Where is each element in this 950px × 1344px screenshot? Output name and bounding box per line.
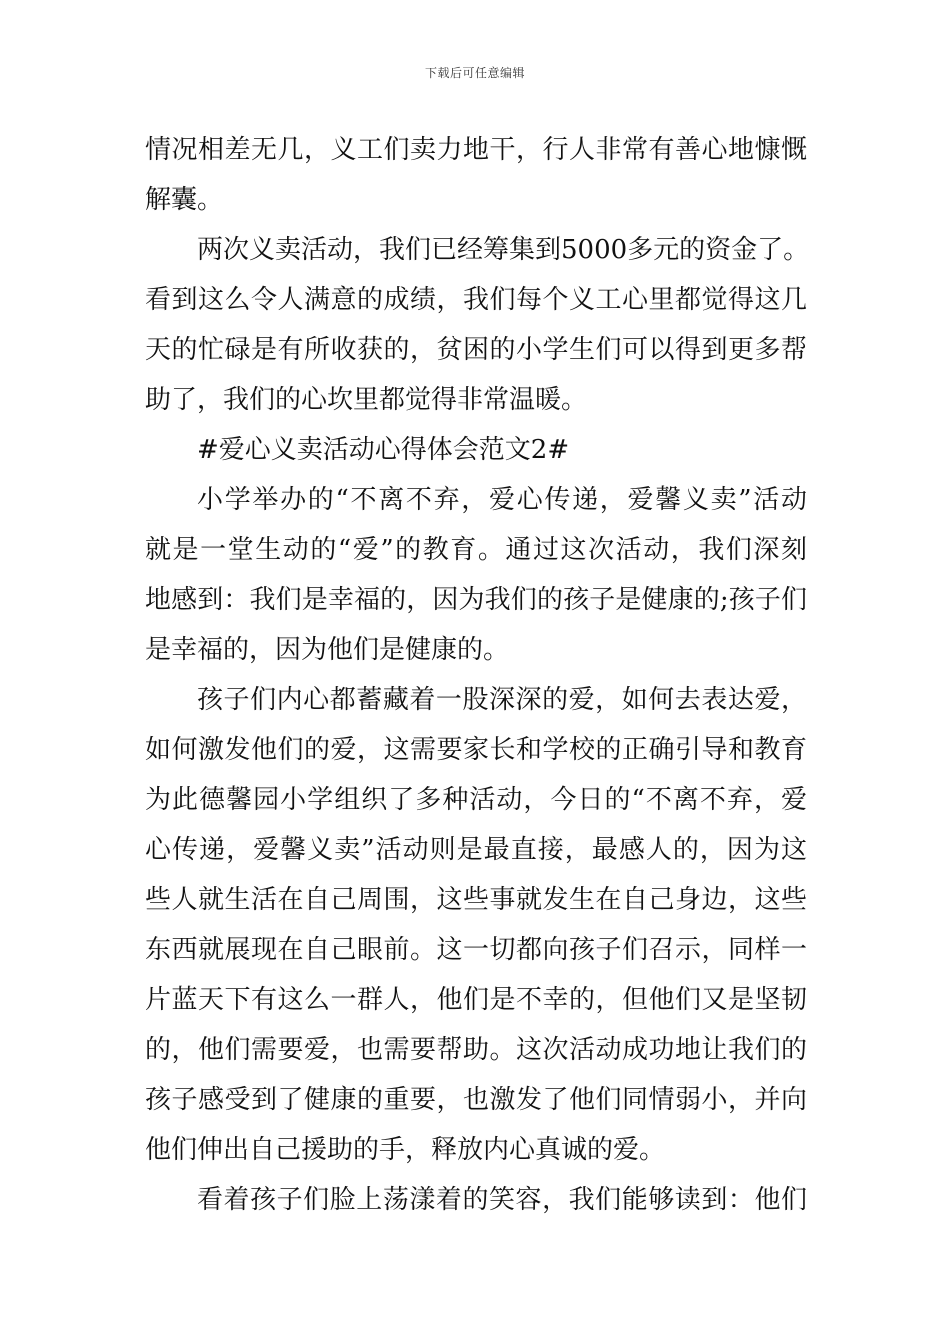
text-line: 片蓝天下有这么一群人，他们是不幸的，但他们又是坚韧: [145, 985, 807, 1015]
text-line: 的，他们需要爱，也需要帮助。这次活动成功地让我们的: [145, 1035, 807, 1065]
page-header: 下载后可任意编辑: [424, 66, 525, 80]
text-line: 就是一堂生动的“爱”的教育。通过这次活动，我们深刻: [145, 535, 807, 565]
text-line: 是幸福的，因为他们是健康的。: [145, 635, 510, 665]
text-line: 为此德馨园小学组织了多种活动，今日的“不离不弃，爱: [145, 785, 807, 815]
text-line: 如何激发他们的爱，这需要家长和学校的正确引导和教育: [145, 735, 807, 765]
text-line: 些人就生活在自己周围，这些事就发生在自己身边，这些: [145, 885, 807, 915]
text-line: 两次义卖活动，我们已经筹集到5000多元的资金了。: [197, 235, 810, 265]
text-line: 东西就展现在自己眼前。这一切都向孩子们召示，同样一: [145, 935, 807, 965]
document-body: [145, 125, 810, 1225]
text-line: 助了，我们的心坎里都觉得非常温暖。: [145, 385, 588, 415]
text-line: 孩子感受到了健康的重要，也激发了他们同情弱小，并向: [145, 1085, 807, 1115]
text-line: 天的忙碌是有所收获的，贫困的小学生们可以得到更多帮: [145, 335, 807, 365]
text-line: #爱心义卖活动心得体会范文2#: [197, 435, 570, 465]
text-line: 看着孩子们脸上荡漾着的笑容，我们能够读到：他们: [197, 1185, 807, 1215]
text-line: 心传递，爱馨义卖”活动则是最直接，最感人的，因为这: [145, 835, 807, 865]
text-line: 他们伸出自己援助的手，释放内心真诚的爱。: [145, 1135, 666, 1165]
text-line: 孩子们内心都蓄藏着一股深深的爱，如何去表达爱，: [197, 685, 807, 715]
text-line: 地感到：我们是幸福的，因为我们的孩子是健康的;孩子们: [145, 585, 807, 615]
text-line: 看到这么令人满意的成绩，我们每个义工心里都觉得这几: [145, 285, 807, 315]
text-line: 小学举办的“不离不弃，爱心传递，爱馨义卖”活动: [197, 485, 807, 515]
text-line: 情况相差无几，义工们卖力地干，行人非常有善心地慷慨: [145, 135, 807, 165]
text-line: 解囊。: [145, 185, 224, 215]
